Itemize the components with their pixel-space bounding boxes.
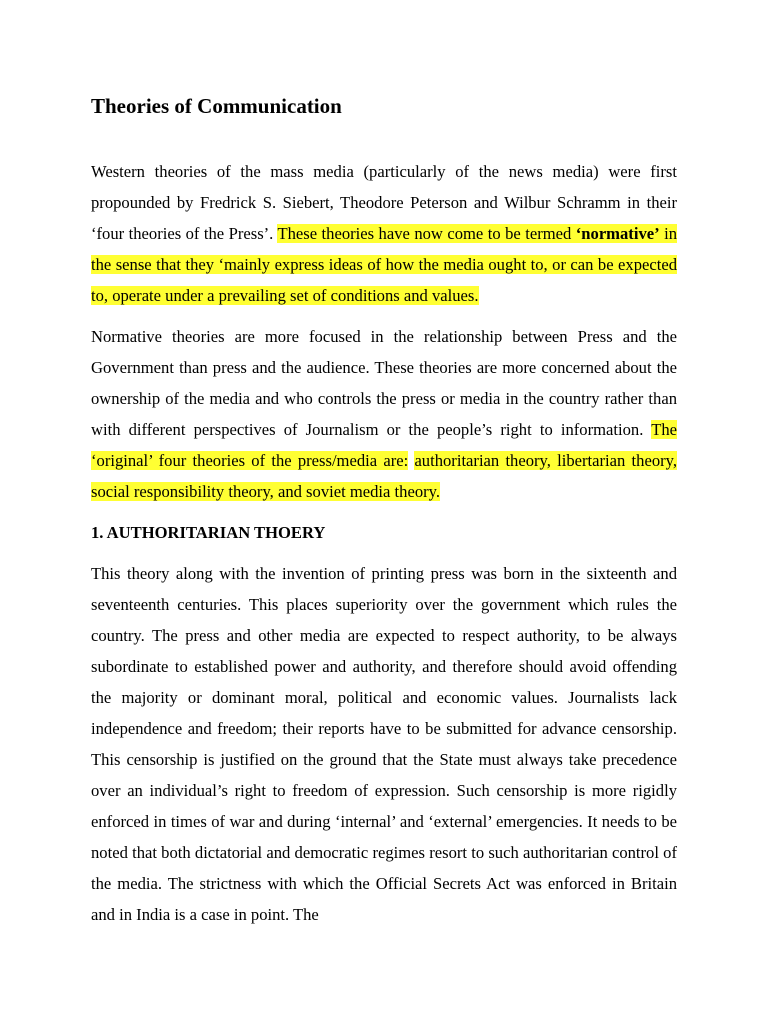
paragraph-intro xyxy=(91,156,677,311)
highlighted-bold-term: ‘normative’ xyxy=(575,224,660,243)
document-page xyxy=(91,88,677,940)
highlighted-text: These theories have now come to be termed xyxy=(277,224,576,243)
highlighted-text: authoritarian theory, libertarian theory, social responsibility theory, and soviet media theory. xyxy=(91,451,678,501)
document-title: Theories of Communication xyxy=(91,94,342,118)
highlighted-text: The ‘original’ four theories of the press/media are: xyxy=(91,420,677,470)
normative-text: Normative theories are more focused in the relationship between Press and the Government than press and the audience. These theories are more concerned about the ownership of the media and who controls the press or media in the country rather than with different perspectives of Journalism or the people’s right to information. xyxy=(91,327,677,439)
section-heading: 1. AUTHORITARIAN THOERY xyxy=(91,523,326,542)
paragraph-authoritarian: This theory along with the invention of printing press was born in the sixteenth and seventeenth centuries. This places superiority over the government which rules the country. The press and other media are expected to respect authority, to be always subordinate to established power and authority, and therefore should avoid offending the majority or dominant moral, political and economic values. Journalists lack independence and freedom; their reports have to be submitted for advance censorship. This censorship is justified on the ground that the State must always take precedence over an individual’s right to freedom of expression. Such censorship is more rigidly enforced in times of war and during ‘internal’ and ‘external’ emergencies. It needs to be noted that both dictatorial and democratic regimes resort to such authoritarian control of the media. The strictness with which the Official Secrets Act was enforced in Britain and in India is a case in point. The xyxy=(91,564,677,924)
intro-text: Western theories of the mass media (particularly of the news media) were first propounded by Fredrick S. Siebert, Theodore Peterson and Wilbur Schramm in their ‘four theories of the Press’. xyxy=(91,162,677,243)
paragraph-normative xyxy=(91,321,677,507)
highlighted-text: in the sense that they ‘mainly express ideas of how the media ought to, or can be expected to, operate under a prevailing set of conditions and values. xyxy=(91,224,678,305)
